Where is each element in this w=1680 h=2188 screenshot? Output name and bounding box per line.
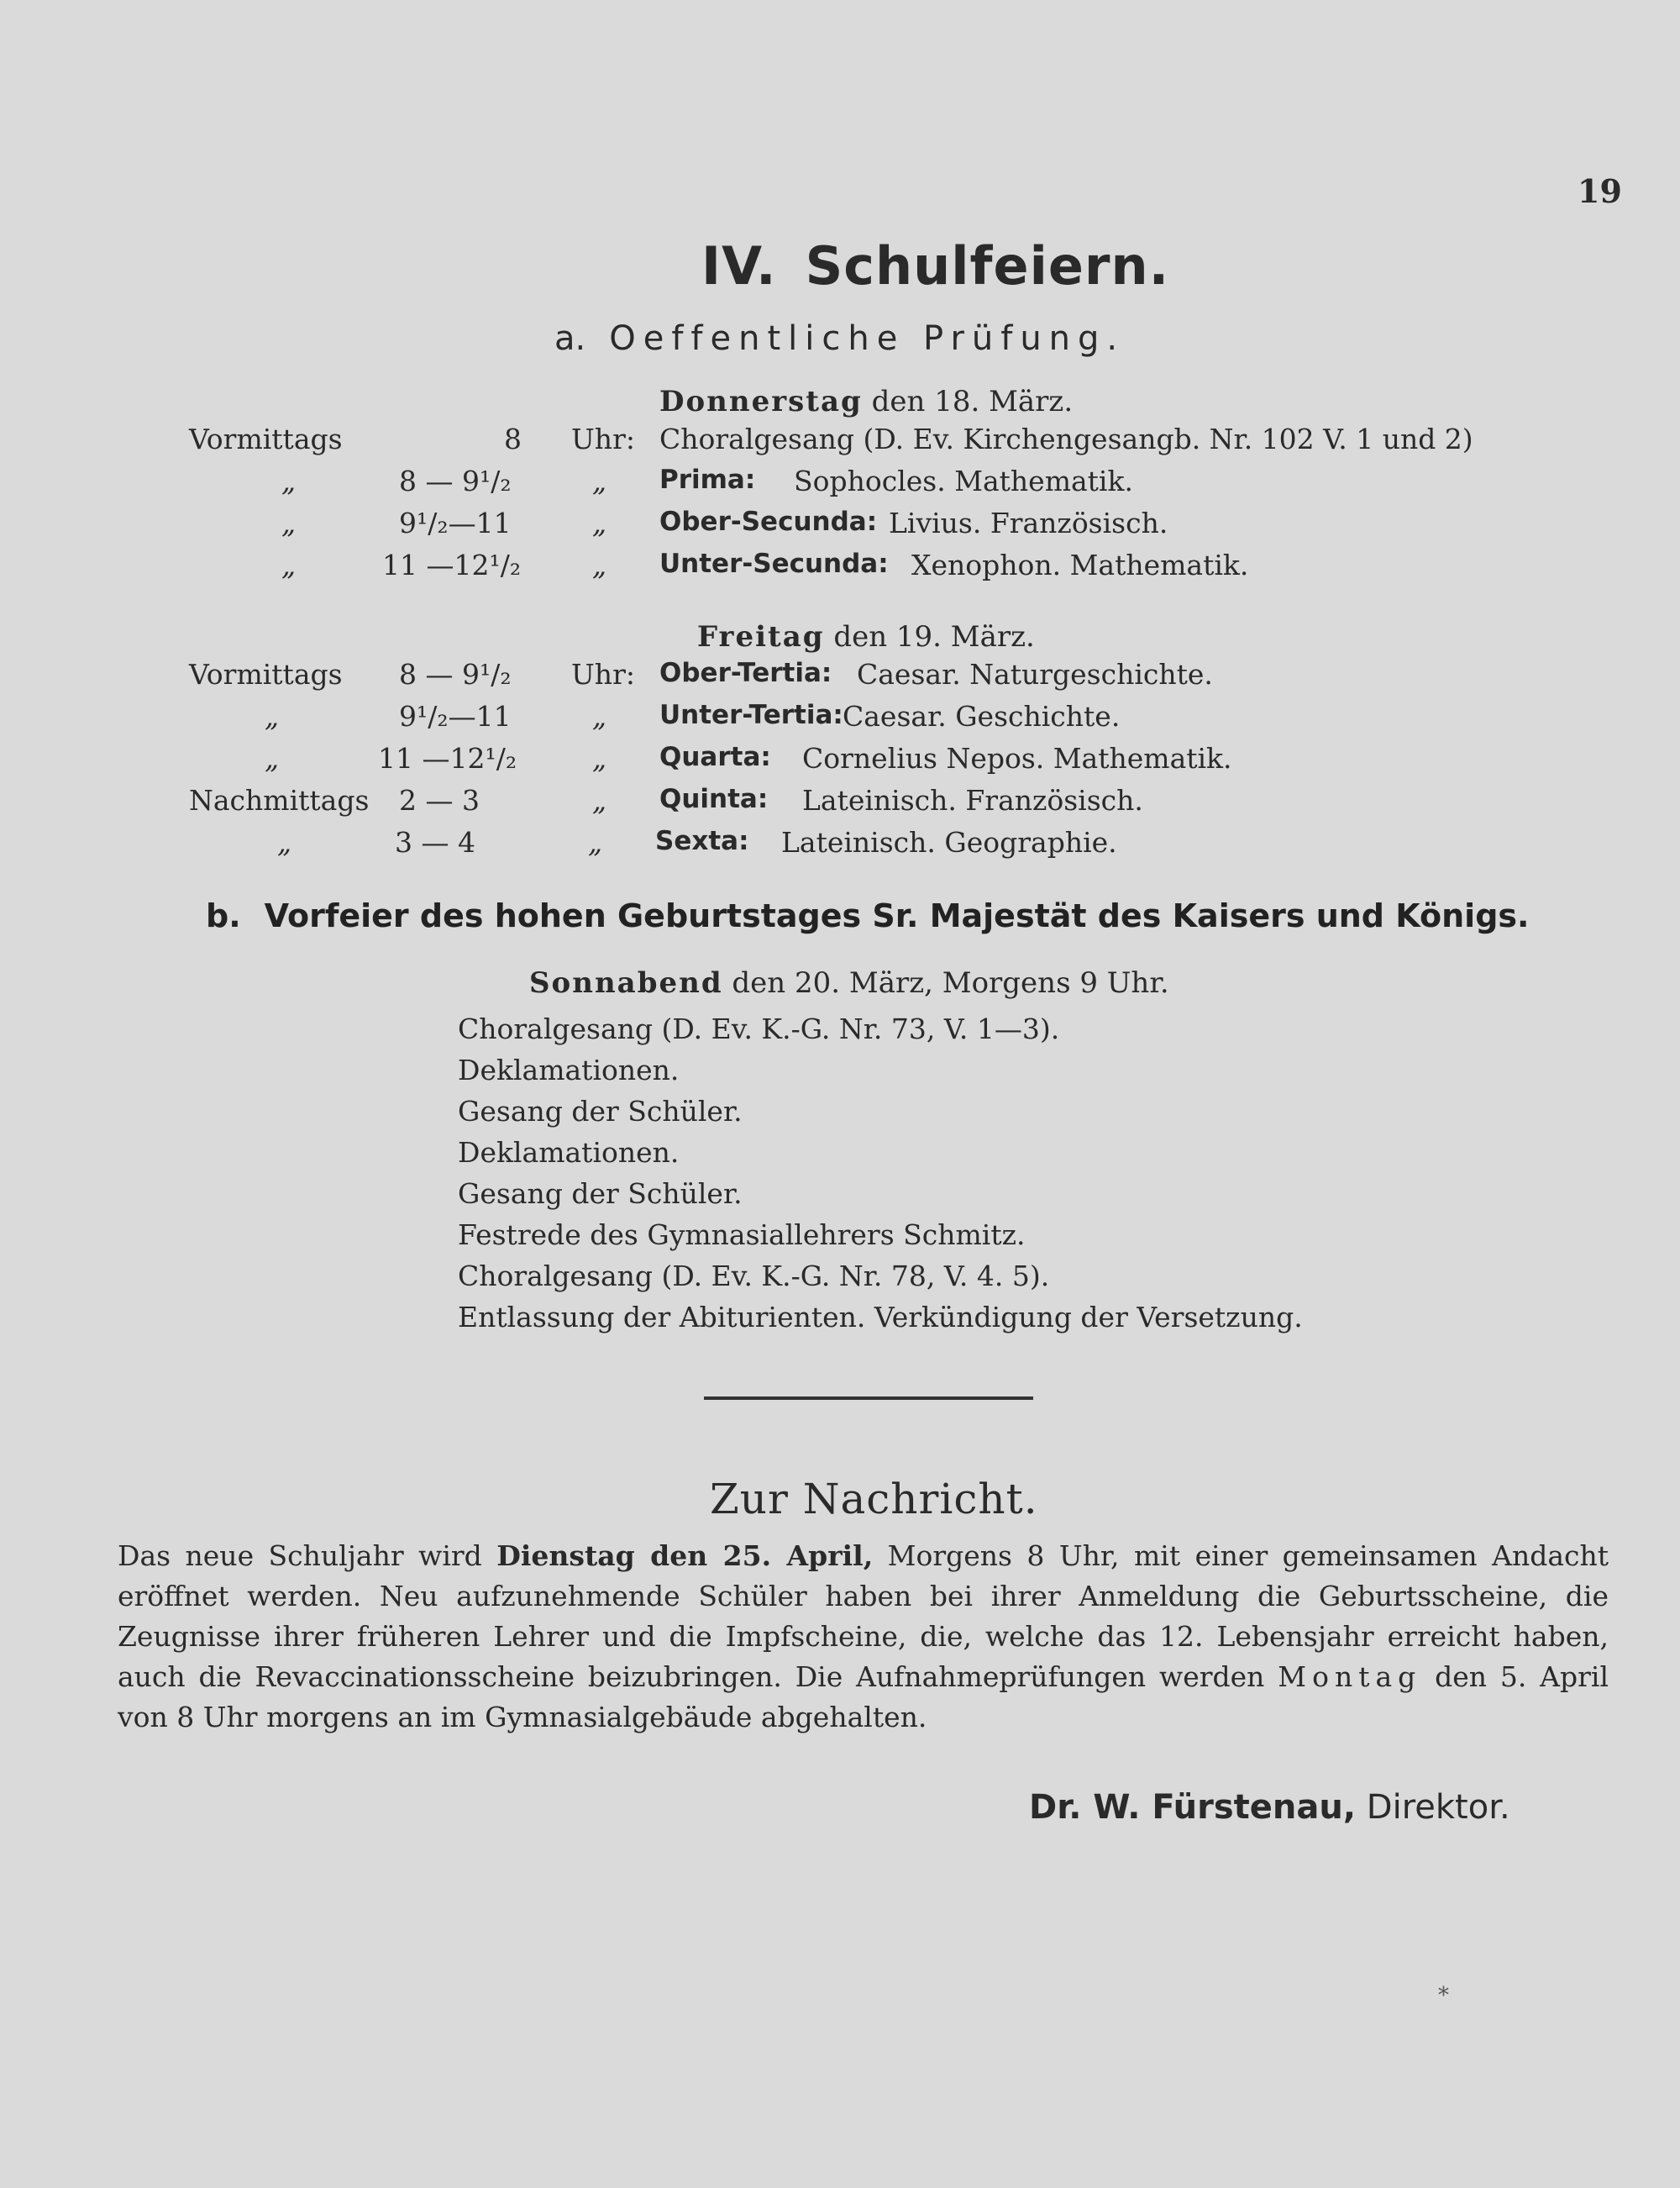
schedule-row	[0, 549, 1680, 587]
subsection-b-letter: b.	[206, 897, 241, 934]
class-name: Ober-Tertia:	[659, 658, 832, 688]
day-date: den 19. März.	[833, 620, 1035, 654]
notice-title: Zur Nachricht.	[710, 1475, 1038, 1523]
subsection-b-title: Vorfeier des hohen Geburtstages Sr. Majestät des Kaisers und Königs.	[264, 897, 1530, 934]
class-name: Unter-Tertia:	[659, 700, 843, 730]
programme-item: Entlassung der Abiturienten. Verkündigung der Versetzung.	[458, 1301, 1303, 1333]
class-name: Prima:	[659, 465, 756, 495]
subsection-b-heading	[206, 897, 1529, 934]
subject-list: Livius. Französisch.	[889, 507, 1168, 539]
programme-item: Gesang der Schüler.	[458, 1177, 743, 1210]
schedule-row	[0, 826, 1680, 865]
day-name: Sonnabend	[529, 966, 723, 1000]
time-unit: Uhr:	[571, 423, 635, 455]
period-label: „	[281, 465, 297, 497]
period-label: „	[277, 826, 292, 859]
section-numeral: IV.	[701, 235, 777, 297]
time-range: 8 — 9¹/₂	[399, 465, 512, 497]
subject-list: Caesar. Naturgeschichte.	[857, 658, 1213, 691]
signature-title: Direktor.	[1366, 1788, 1510, 1827]
time-unit: „	[592, 507, 607, 539]
schedule-row	[0, 700, 1680, 739]
period-label: „	[281, 549, 297, 581]
schedule-row	[0, 423, 1680, 461]
programme-item: Festrede des Gymnasiallehrers Schmitz.	[458, 1218, 1026, 1251]
period-label: Vormittags	[189, 658, 343, 691]
subject-list: Lateinisch. Französisch.	[802, 784, 1143, 817]
subject-list: Caesar. Geschichte.	[843, 700, 1121, 733]
time-range: 3 — 4	[395, 826, 475, 859]
notice-date-emphasis: Dienstag den 25. April,	[496, 1539, 874, 1572]
day-heading-friday	[697, 620, 1035, 654]
time-range: 11 —12¹/₂	[382, 549, 522, 581]
programme-item: Deklamationen.	[458, 1054, 680, 1086]
schedule-row	[0, 658, 1680, 697]
day-heading-thursday	[659, 385, 1073, 418]
day-heading-saturday	[529, 966, 1169, 1000]
page-number: 19	[1578, 172, 1622, 210]
asterisk-mark: *	[1438, 1983, 1449, 2008]
signature-name: Dr. W. Fürstenau,	[1029, 1788, 1357, 1827]
class-name: Quinta:	[659, 784, 769, 814]
schedule-row	[0, 507, 1680, 545]
day-name: Donnerstag	[659, 385, 863, 418]
time-unit: „	[592, 465, 607, 497]
day-name: Freitag	[697, 620, 825, 654]
time-range: 8 — 9¹/₂	[399, 658, 512, 691]
day-date: den 20. März, Morgens 9 Uhr.	[732, 966, 1169, 1000]
class-name: Sexta:	[655, 826, 749, 856]
notice-weekday-emphasis: Montag	[1278, 1660, 1422, 1693]
section-title	[701, 235, 1169, 297]
time-range: 2 — 3	[399, 784, 480, 817]
notice-text-part: Morgens 8 Uhr, mit einer gemeinsamen Andacht eröffnet werden. Neu aufzunehmende Schüler haben bei ihrer Anmeldung die Geburtsscheine, die Zeugnisse ihrer früheren Lehrer und die Impfscheine, die, welche das 12. Lebensjahr erreicht haben, auch die Revaccinationsscheine beizubringen. Die Aufnahmeprüfungen werden	[118, 1539, 1609, 1693]
programme-item: Choralgesang (D. Ev. K.-G. Nr. 73, V. 1—3).	[458, 1012, 1060, 1045]
period-label: „	[265, 700, 280, 733]
section-divider	[704, 1396, 1033, 1400]
schedule-row	[0, 784, 1680, 823]
time-range: 9¹/₂—11	[399, 507, 512, 539]
period-label: Nachmittags	[189, 784, 370, 817]
notice-text-part: den 5. April von 8 Uhr morgens an im Gymnasialgebäude abgehalten.	[118, 1660, 1609, 1733]
notice-paragraph	[118, 1536, 1609, 1738]
subsection-a-title: Oeffentliche Prüfung.	[609, 319, 1126, 358]
subject-list: Sophocles. Mathematik.	[794, 465, 1133, 497]
section-title-text: Schulfeiern.	[805, 235, 1170, 297]
class-name: Ober-Secunda:	[659, 507, 878, 537]
notice-text-part: Das neue Schuljahr wird	[118, 1539, 482, 1572]
day-date: den 18. März.	[871, 385, 1074, 418]
time-range: 8	[504, 423, 522, 455]
programme-item: Gesang der Schüler.	[458, 1095, 743, 1128]
programme-item: Deklamationen.	[458, 1136, 680, 1169]
subject-list: Choralgesang (D. Ev. Kirchengesangb. Nr. 102 V. 1 und 2)	[659, 423, 1473, 455]
class-name: Unter-Secunda:	[659, 549, 889, 579]
time-unit: „	[592, 549, 607, 581]
period-label: „	[281, 507, 297, 539]
signature	[1029, 1788, 1510, 1827]
programme-item: Choralgesang (D. Ev. K.-G. Nr. 78, V. 4. 5).	[458, 1260, 1050, 1292]
time-unit: Uhr:	[571, 658, 635, 691]
subject-list: Cornelius Nepos. Mathematik.	[802, 742, 1232, 775]
time-range: 9¹/₂—11	[399, 700, 512, 733]
time-unit: „	[588, 826, 603, 859]
subject-list: Xenophon. Mathematik.	[911, 549, 1249, 581]
time-range: 11 —12¹/₂	[378, 742, 517, 775]
time-unit: „	[592, 700, 607, 733]
time-unit: „	[592, 742, 607, 775]
class-name: Quarta:	[659, 742, 771, 772]
subsection-a-heading	[554, 319, 1125, 358]
time-unit: „	[592, 784, 607, 817]
schedule-row	[0, 742, 1680, 781]
schedule-row	[0, 465, 1680, 503]
period-label: Vormittags	[189, 423, 343, 455]
subsection-a-letter: a.	[554, 319, 586, 358]
subject-list: Lateinisch. Geographie.	[781, 826, 1117, 859]
period-label: „	[265, 742, 280, 775]
